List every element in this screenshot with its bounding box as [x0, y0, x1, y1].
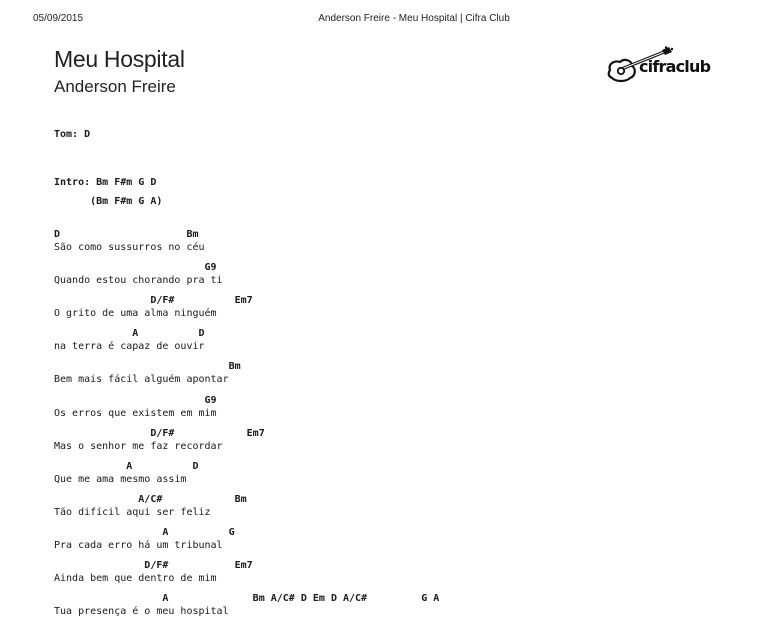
intro-line: Intro: Bm F#m G D	[54, 177, 157, 188]
print-page-title: Anderson Freire - Meu Hospital | Cifra Club	[318, 13, 510, 24]
lyric-line: Tão difícil aqui ser feliz	[54, 507, 211, 518]
cifraclub-logo[interactable]	[606, 46, 711, 86]
intro-line: (Bm F#m G A)	[54, 196, 163, 207]
chord-line: G9	[54, 262, 217, 273]
chord-line: A/C# Bm	[54, 494, 247, 505]
chord-line: A D	[54, 461, 199, 472]
lyric-line: Bem mais fácil alguém apontar	[54, 374, 229, 385]
chord-line: G9	[54, 395, 217, 406]
lyric-line: Tua presença é o meu hospital	[54, 606, 229, 617]
song-key	[54, 129, 90, 140]
lyric-line: Pra cada erro há um tribunal	[54, 540, 223, 551]
lyric-line: Mas o senhor me faz recordar	[54, 441, 223, 452]
artist-name: Anderson Freire	[54, 77, 176, 96]
lyric-line: na terra é capaz de ouvir	[54, 341, 205, 352]
print-date: 05/09/2015	[33, 13, 84, 24]
chord-line: Bm	[54, 361, 241, 372]
chord-line: D Bm	[54, 229, 199, 240]
key-label: Tom:	[54, 129, 85, 140]
print-header	[0, 13, 768, 27]
chord-line: D/F# Em7	[54, 560, 253, 571]
chord-line: A Bm A/C# D Em D A/C# G A	[54, 593, 440, 604]
lyric-line: Ainda bem que dentro de mim	[54, 573, 217, 584]
chord-line: D/F# Em7	[54, 428, 265, 439]
lyric-line: São como sussurros no céu	[54, 242, 205, 253]
song-title: Meu Hospital	[54, 46, 185, 72]
lyric-line: Quando estou chorando pra ti	[54, 275, 223, 286]
chord-line: A G	[54, 527, 235, 538]
lyric-line: Que me ama mesmo assim	[54, 474, 187, 485]
chord-line: D/F# Em7	[54, 295, 253, 306]
chord-line: A D	[54, 328, 205, 339]
logo-text: cifraclub	[639, 57, 711, 76]
key-value: D	[84, 129, 91, 140]
lyric-line: O grito de uma alma ninguém	[54, 308, 217, 319]
lyric-line: Os erros que existem em mim	[54, 408, 217, 419]
